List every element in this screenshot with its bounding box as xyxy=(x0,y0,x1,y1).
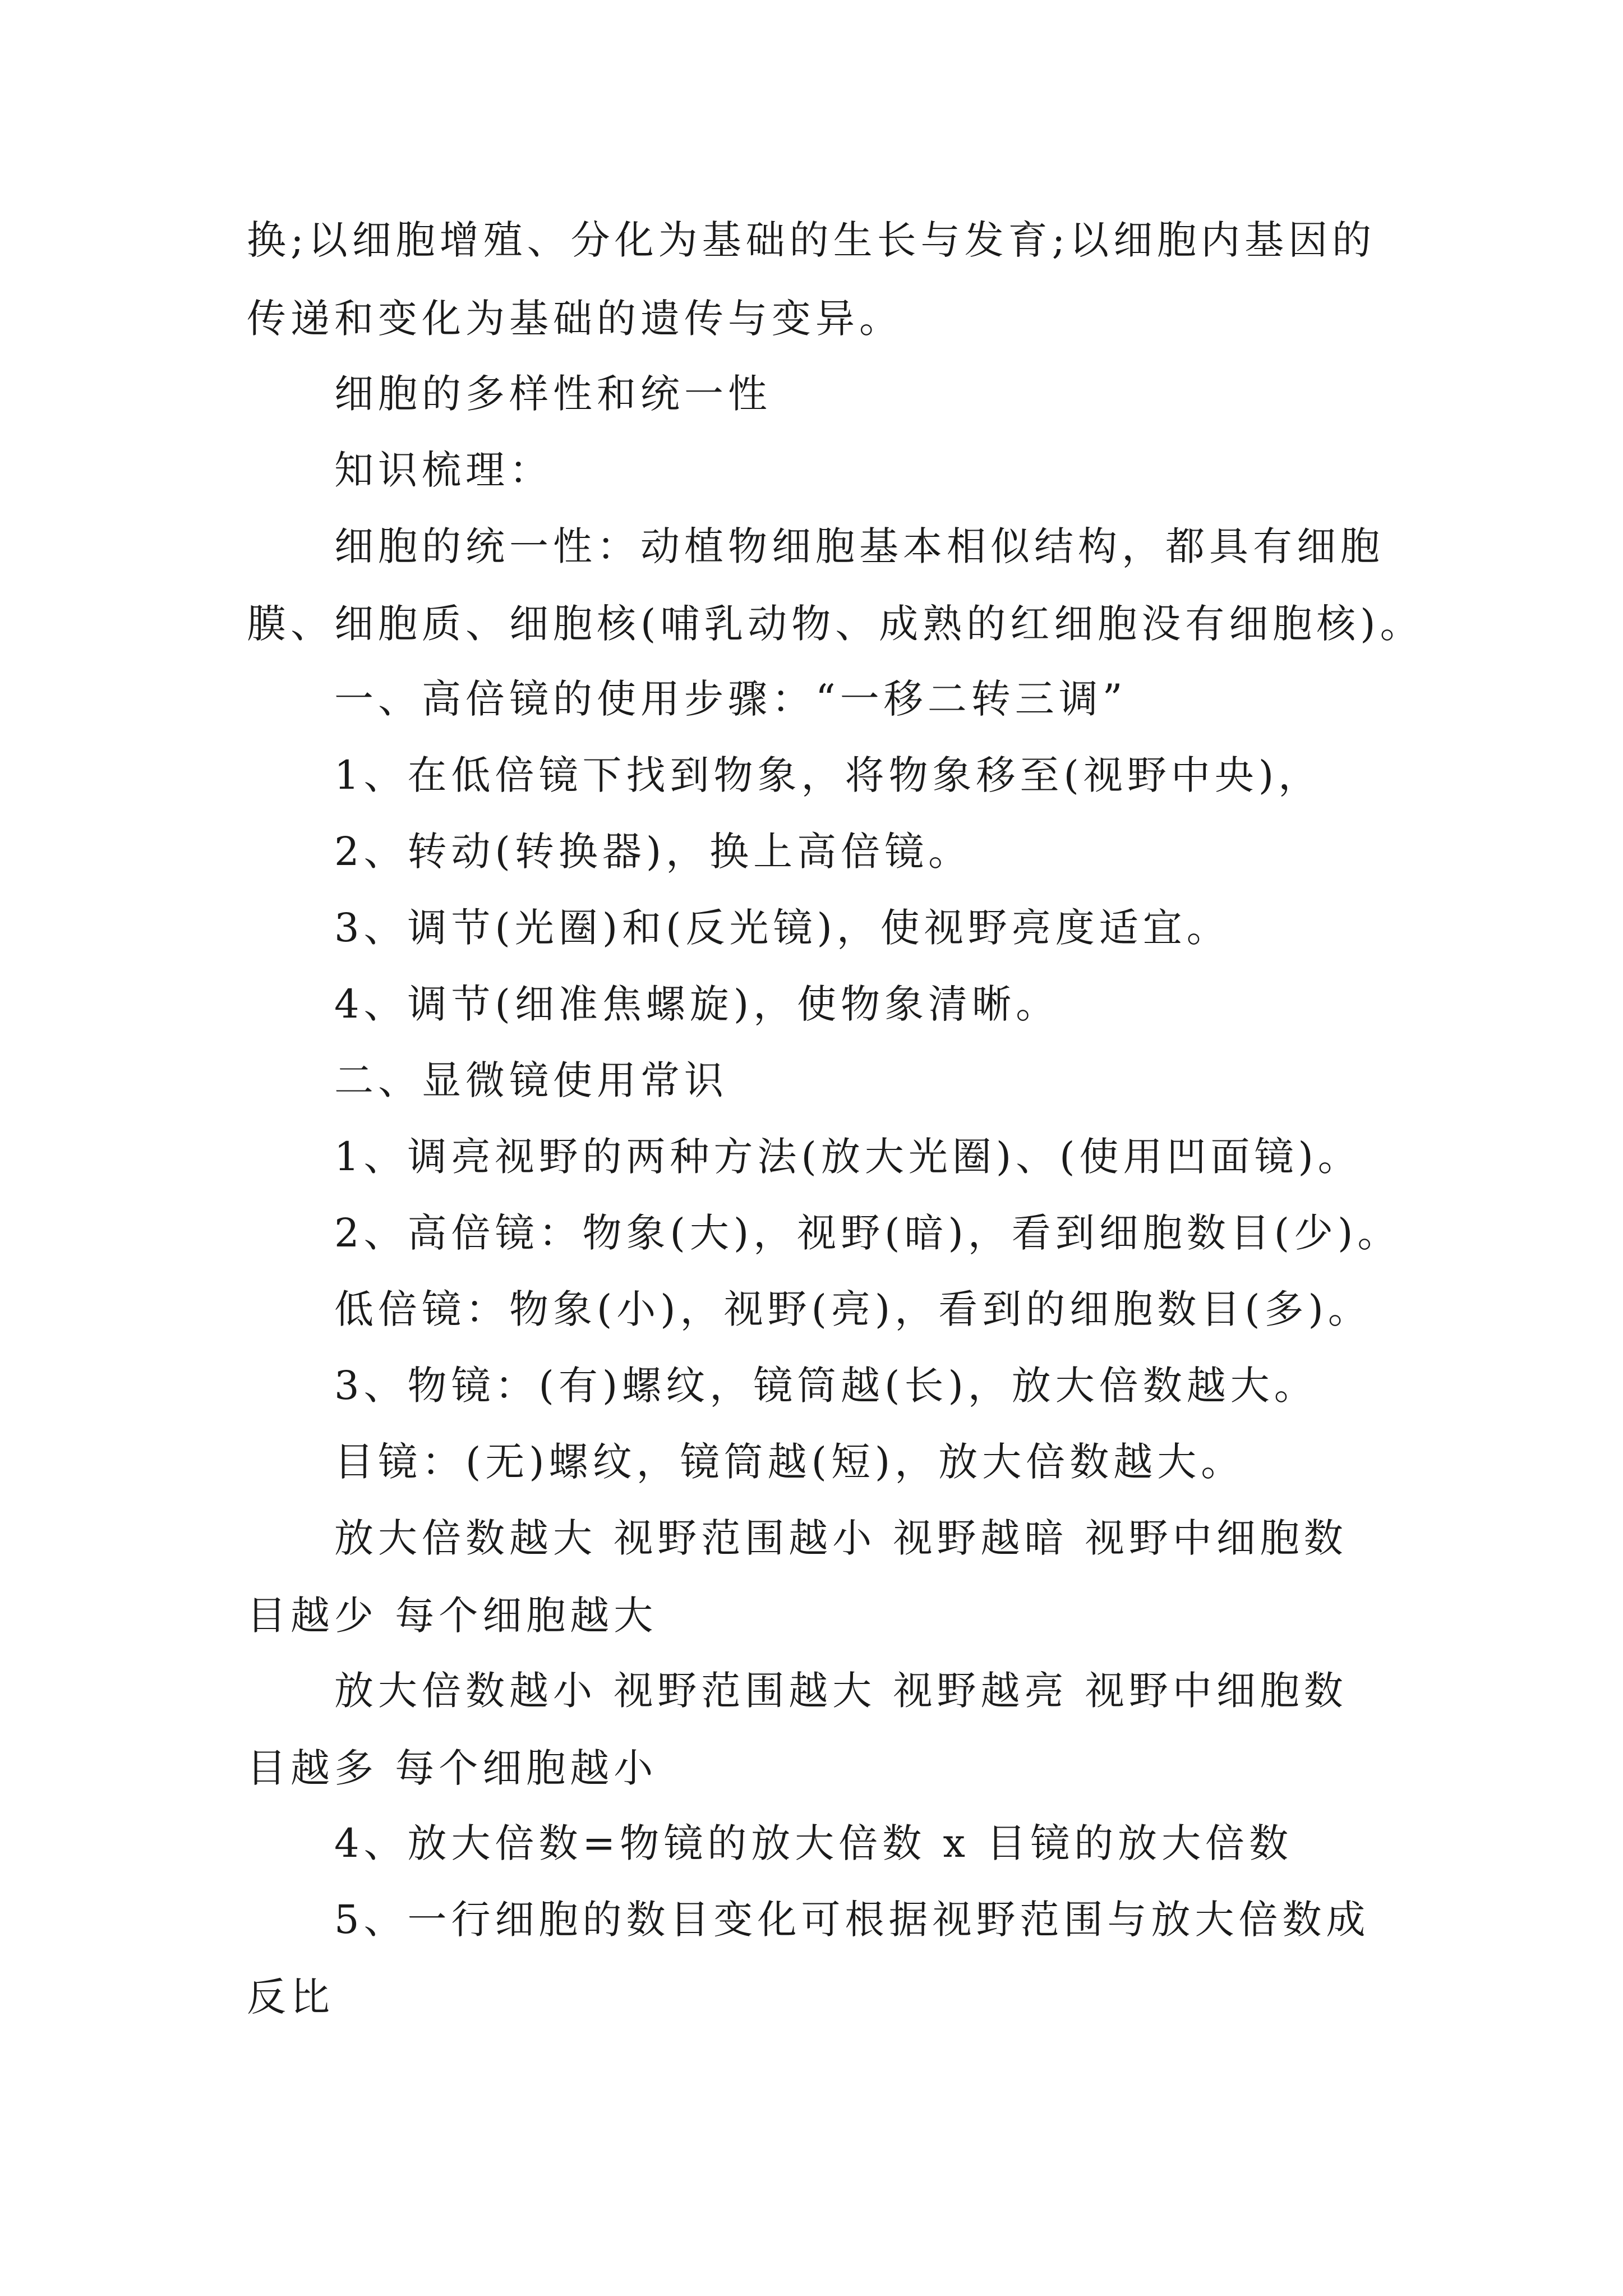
list-item: 2、高倍镜：物象(大)，视野(暗)，看到细胞数目(少)。 xyxy=(334,1210,1401,1256)
text-line: 换;以细胞增殖、分化为基础的生长与发育;以细胞内基因的 xyxy=(247,217,1376,263)
text-line: 目越多 每个细胞越小 xyxy=(247,1745,658,1791)
list-item: 5、一行细胞的数目变化可根据视野范围与放大倍数成 xyxy=(334,1897,1370,1943)
list-heading: 一、高倍镜的使用步骤：“一移二转三调” xyxy=(334,676,1127,722)
list-item: 4、调节(细准焦螺旋)，使物象清晰。 xyxy=(334,981,1060,1027)
list-heading: 二、显微镜使用常识 xyxy=(334,1057,728,1103)
text-line: 膜、细胞质、细胞核(哺乳动物、成熟的红细胞没有细胞核)。 xyxy=(247,601,1424,647)
text-line: 放大倍数越大 视野范围越小 视野越暗 视野中细胞数 xyxy=(334,1515,1348,1561)
section-heading: 细胞的多样性和统一性 xyxy=(334,371,772,417)
list-item: 2、转动(转换器)，换上高倍镜。 xyxy=(334,829,972,875)
text-line: 目越少 每个细胞越大 xyxy=(247,1593,658,1639)
text-line: 反比 xyxy=(247,1974,334,2020)
text-line: 传递和变化为基础的遗传与变异。 xyxy=(247,296,903,342)
list-item: 低倍镜：物象(小)，视野(亮)，看到的细胞数目(多)。 xyxy=(334,1286,1372,1332)
subheading: 知识梳理： xyxy=(334,447,553,493)
text-line: 放大倍数越小 视野范围越大 视野越亮 视野中细胞数 xyxy=(334,1668,1348,1714)
list-item: 1、在低倍镜下找到物象，将物象移至(视野中央)， xyxy=(334,752,1322,798)
list-item: 3、物镜：(有)螺纹，镜筒越(长)，放大倍数越大。 xyxy=(334,1363,1318,1409)
list-item: 目镜：(无)螺纹，镜筒越(短)，放大倍数越大。 xyxy=(334,1439,1245,1485)
text-line: 细胞的统一性：动植物细胞基本相似结构，都具有细胞 xyxy=(334,523,1384,569)
list-item: 3、调节(光圈)和(反光镜)，使视野亮度适宜。 xyxy=(334,905,1230,951)
list-item: 1、调亮视野的两种方法(放大光圈)、(使用凹面镜)。 xyxy=(334,1134,1362,1180)
list-item: 4、放大倍数=物镜的放大倍数 x 目镜的放大倍数 xyxy=(334,1820,1293,1866)
